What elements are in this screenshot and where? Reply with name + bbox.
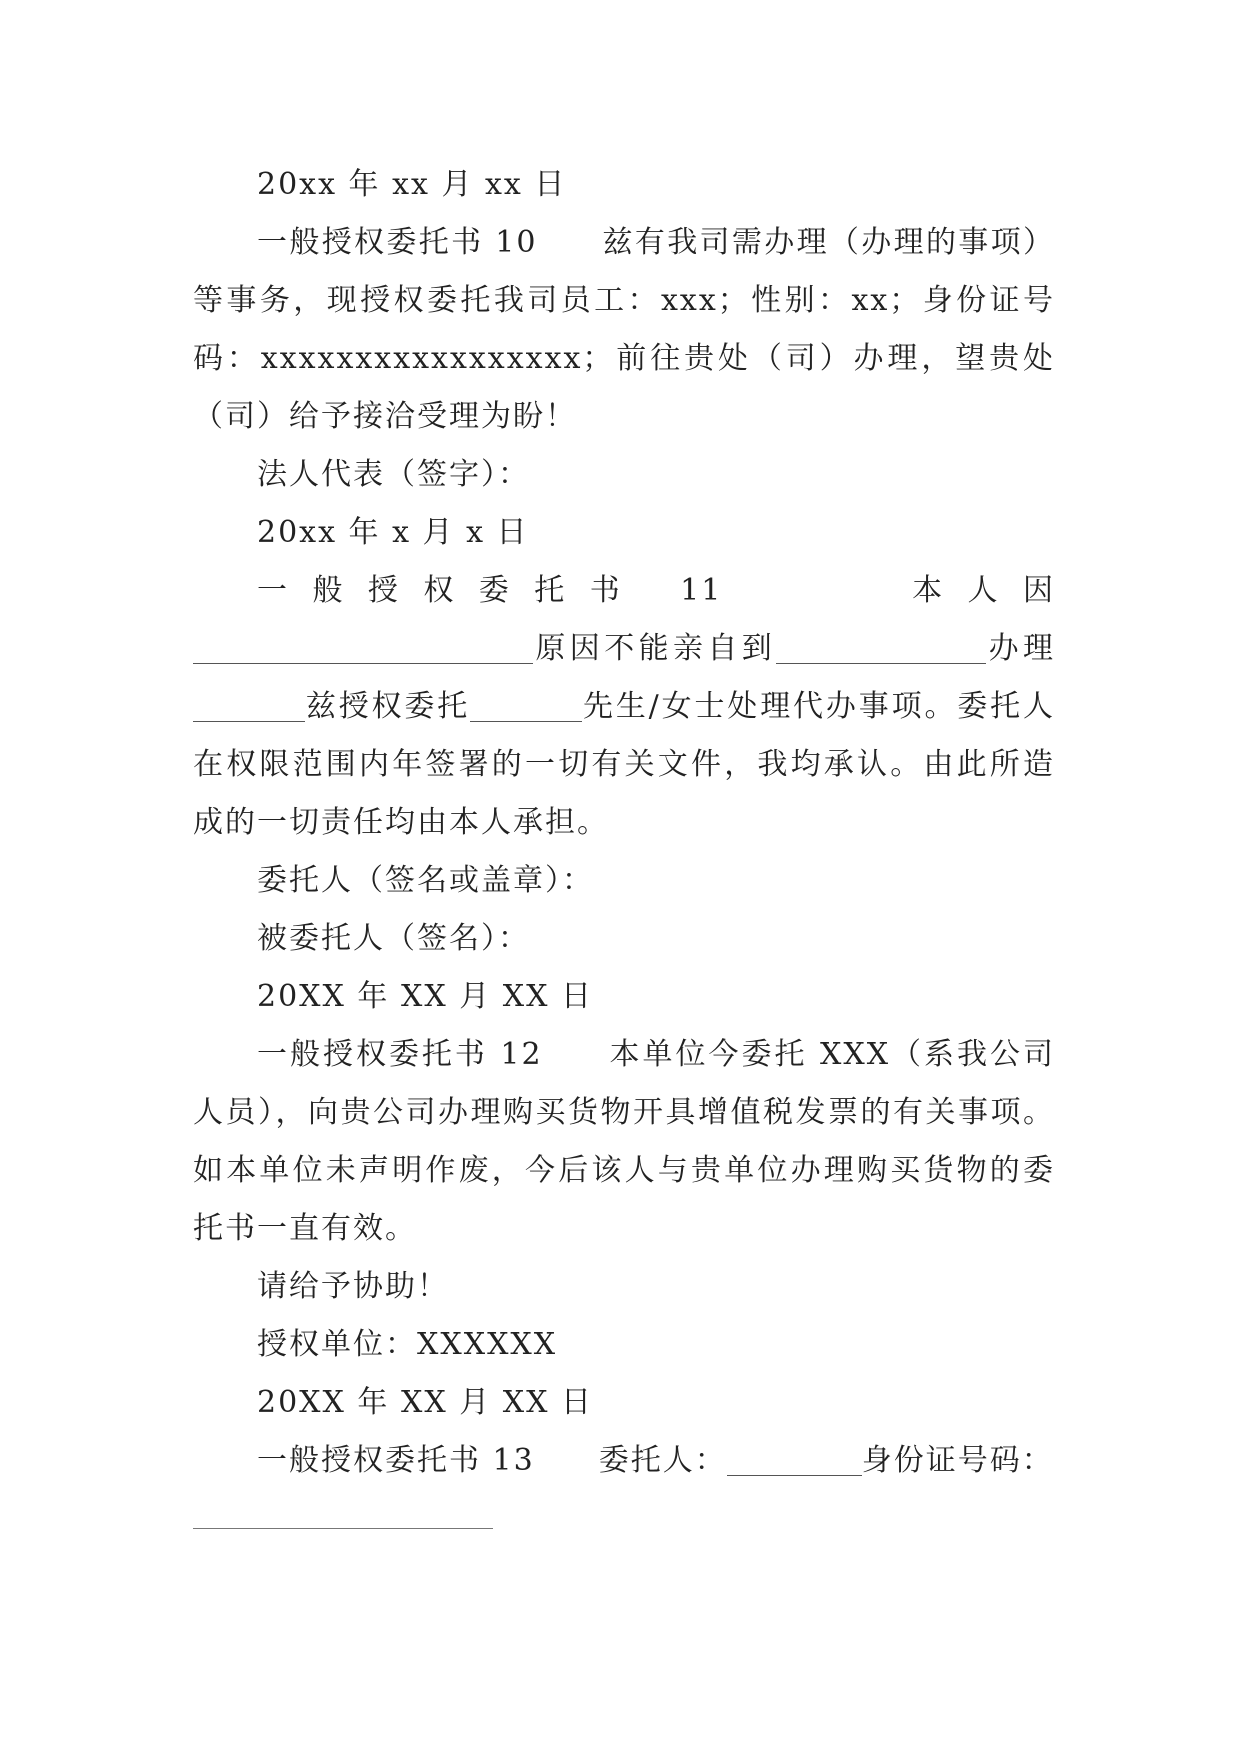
- blank-underline: [776, 633, 986, 664]
- paragraph-11-text-c: 兹授权委托: [305, 689, 471, 724]
- blank-underline: [193, 633, 533, 664]
- authorization-paragraph-13: [193, 1432, 1055, 1490]
- blank-underline: [470, 691, 582, 722]
- id-number-blank-underline: [193, 1528, 493, 1529]
- paragraph-11-text-d: 先生/女士处理代办事项。委托人在权限范围内年签署的一切有关文件，我均承认。由此所造成的一切责任均由本人承担。: [193, 689, 1056, 840]
- blank-underline: [193, 691, 305, 722]
- authorization-paragraph-10: 一般授权委托书 10 兹有我司需办理（办理的事项）等事务，现授权委托我司员工：xxx；性别：xx；身份证号码：xxxxxxxxxxxxxxxxx；前往贵处（司）办理，望贵处（司）给予接洽受理为盼！: [193, 225, 1055, 434]
- paragraph-11-text-b: 办理: [986, 631, 1056, 666]
- paragraph-13-text-b: 身份证号码：: [861, 1443, 1054, 1478]
- authorizing-unit-line: 授权单位：XXXXXX: [257, 1327, 558, 1362]
- blank-underline: [727, 1445, 862, 1476]
- paragraph-13-text-a: 一般授权委托书 13 委托人：: [257, 1443, 727, 1478]
- date-line: 20xx 年 x 月 x 日: [257, 515, 529, 550]
- paragraph-11-heading: 一般授权委托书 11 本人因: [257, 573, 1055, 608]
- legal-representative-signature-line: 法人代表（签字）：: [257, 457, 530, 492]
- date-line: 20xx 年 xx 月 xx 日: [257, 167, 567, 202]
- assistance-request-line: 请给予协助！: [257, 1269, 449, 1304]
- paragraph-11-text-a: 原因不能亲自到: [533, 631, 777, 666]
- date-line: 20XX 年 XX 月 XX 日: [257, 1385, 593, 1420]
- authorization-paragraph-11: [193, 562, 1055, 852]
- agent-signature-line: 被委托人（签名）：: [257, 921, 530, 956]
- document-body: [193, 156, 1055, 1529]
- date-line: 20XX 年 XX 月 XX 日: [257, 979, 593, 1014]
- principal-signature-line: 委托人（签名或盖章）：: [257, 863, 594, 898]
- authorization-paragraph-12: 一般授权委托书 12 本单位今委托 XXX（系我公司人员），向贵公司办理购买货物开具增值税发票的有关事项。如本单位未声明作废，今后该人与贵单位办理购买货物的委托书一直有效。: [193, 1037, 1055, 1246]
